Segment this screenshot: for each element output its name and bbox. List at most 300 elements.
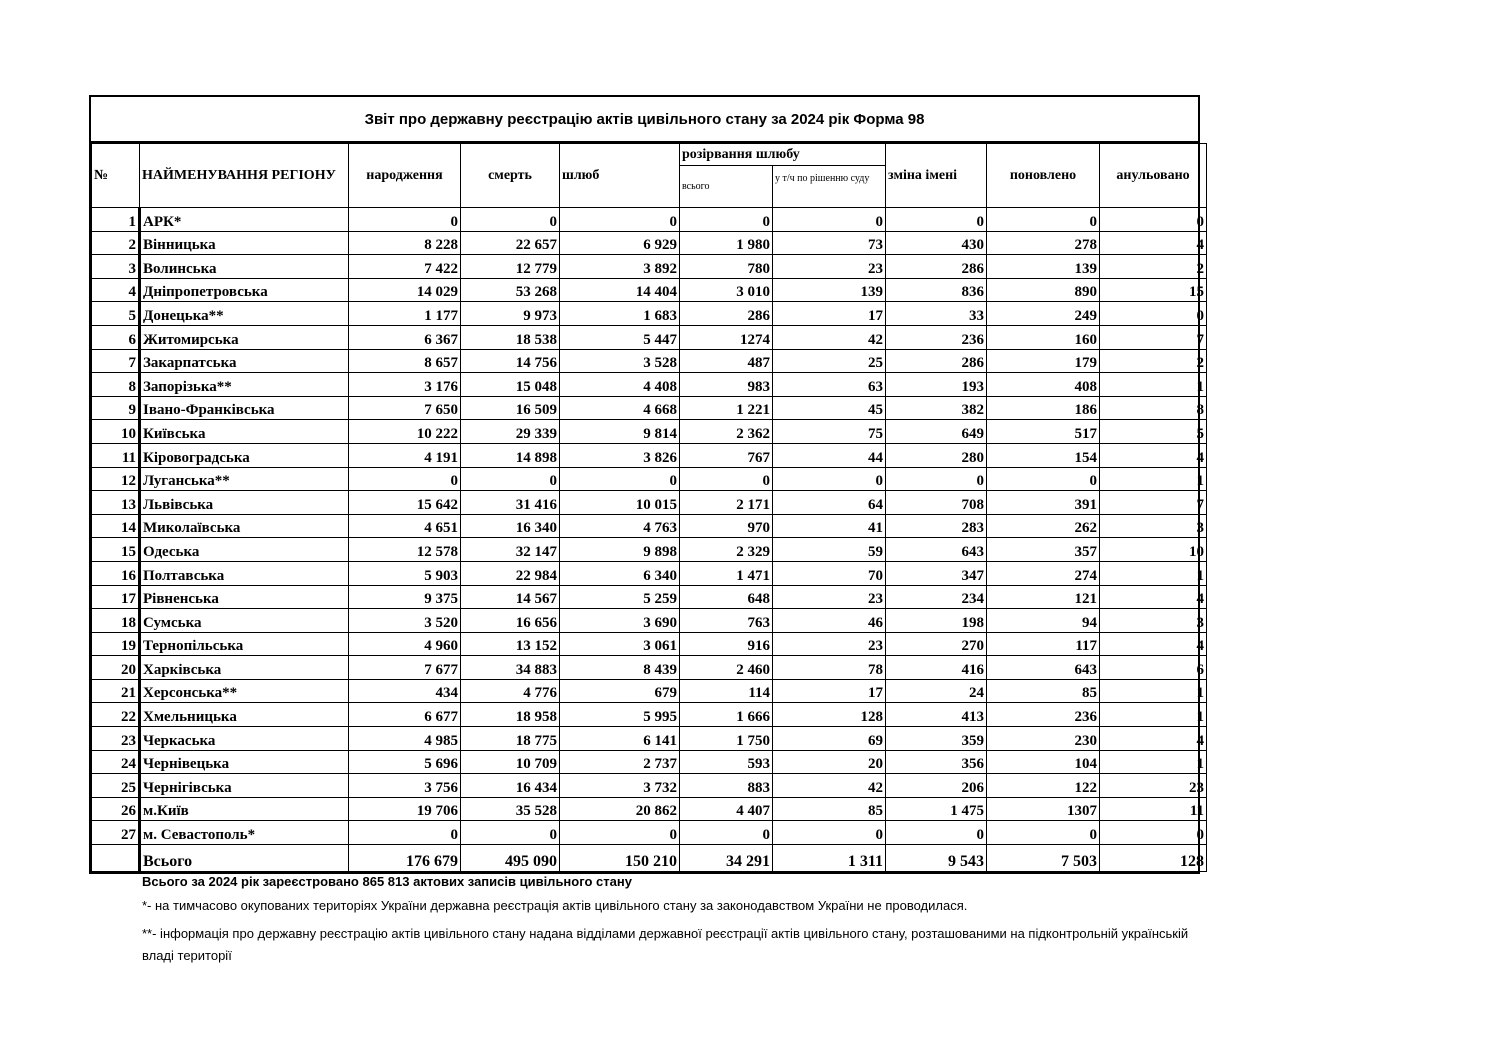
cell-deaths: 53 268 [461, 278, 560, 302]
cell-deaths: 10 709 [461, 750, 560, 774]
cell-births: 5 696 [349, 750, 461, 774]
cell-no: 13 [92, 491, 140, 515]
cell-annulled: 7 [1100, 491, 1207, 515]
cell-divorce-court: 23 [773, 255, 886, 279]
header-name-change: зміна імені [886, 144, 987, 208]
cell-no: 27 [92, 821, 140, 845]
cell-divorce-total: 767 [680, 443, 773, 467]
cell-divorce-total: 114 [680, 679, 773, 703]
cell-deaths: 0 [461, 821, 560, 845]
cell-divorce-total: 487 [680, 349, 773, 373]
cell-annulled: 2 [1100, 349, 1207, 373]
cell-restored: 154 [987, 443, 1100, 467]
cell-name-change: 206 [886, 774, 987, 798]
cell-restored: 1307 [987, 797, 1100, 821]
cell-region: Миколаївська [140, 514, 349, 538]
cell-divorce-court: 0 [773, 821, 886, 845]
cell-restored: 274 [987, 561, 1100, 585]
cell-annulled: 1 [1100, 750, 1207, 774]
cell-no: 19 [92, 632, 140, 656]
cell-divorce-court: 45 [773, 396, 886, 420]
cell-marriage: 150 210 [560, 845, 680, 872]
cell-annulled: 10 [1100, 538, 1207, 562]
cell-name-change: 286 [886, 349, 987, 373]
cell-annulled: 2 [1100, 255, 1207, 279]
cell-no: 22 [92, 703, 140, 727]
cell-region: АРК* [140, 208, 349, 232]
cell-divorce-total: 1 471 [680, 561, 773, 585]
cell-name-change: 283 [886, 514, 987, 538]
cell-divorce-total: 2 460 [680, 656, 773, 680]
cell-births: 3 756 [349, 774, 461, 798]
cell-deaths: 14 898 [461, 443, 560, 467]
cell-deaths: 13 152 [461, 632, 560, 656]
cell-annulled: 1 [1100, 561, 1207, 585]
cell-marriage: 0 [560, 821, 680, 845]
cell-no: 17 [92, 585, 140, 609]
cell-region: Житомирська [140, 325, 349, 349]
cell-annulled: 1 [1100, 373, 1207, 397]
cell-marriage: 0 [560, 208, 680, 232]
cell-deaths: 18 958 [461, 703, 560, 727]
cell-name-change: 236 [886, 325, 987, 349]
cell-births: 10 222 [349, 420, 461, 444]
cell-divorce-court: 64 [773, 491, 886, 515]
cell-no: 2 [92, 231, 140, 255]
cell-divorce-total: 34 291 [680, 845, 773, 872]
cell-births: 8 228 [349, 231, 461, 255]
cell-marriage: 4 668 [560, 396, 680, 420]
header-no: № [92, 144, 140, 208]
cell-births: 12 578 [349, 538, 461, 562]
cell-no [92, 845, 140, 872]
report-title: Звіт про державну реєстрацію актів цивільного стану за 2024 рік Форма 98 [91, 97, 1198, 143]
cell-births: 4 960 [349, 632, 461, 656]
cell-divorce-total: 4 407 [680, 797, 773, 821]
table-row [92, 373, 1207, 397]
footnote-info: **- інформація про державну реєстрацію актів цивільного стану надана відділами державної реєстрації актів цивільного стану, розташованими на підконтрольній українській владі території [142, 926, 1189, 963]
table-row [92, 703, 1207, 727]
cell-divorce-court: 44 [773, 443, 886, 467]
footnote-occupied: *- на тимчасово окупованих територіях України державна реєстрація актів цивільного стану за законодавством України не проводилася. [142, 898, 968, 913]
cell-divorce-total: 2 171 [680, 491, 773, 515]
cell-no: 18 [92, 609, 140, 633]
cell-annulled: 7 [1100, 325, 1207, 349]
cell-marriage: 2 737 [560, 750, 680, 774]
cell-births: 4 651 [349, 514, 461, 538]
cell-births: 6 367 [349, 325, 461, 349]
cell-region: Дніпропетровська [140, 278, 349, 302]
cell-restored: 0 [987, 208, 1100, 232]
cell-region: Волинська [140, 255, 349, 279]
cell-marriage: 3 061 [560, 632, 680, 656]
header-marriage: шлюб [560, 144, 680, 208]
cell-divorce-total: 970 [680, 514, 773, 538]
cell-divorce-court: 73 [773, 231, 886, 255]
cell-deaths: 16 656 [461, 609, 560, 633]
cell-births: 434 [349, 679, 461, 703]
footnotes [142, 874, 1202, 973]
cell-name-change: 430 [886, 231, 987, 255]
cell-no: 21 [92, 679, 140, 703]
cell-restored: 139 [987, 255, 1100, 279]
cell-no: 6 [92, 325, 140, 349]
cell-births: 5 903 [349, 561, 461, 585]
cell-births: 1 177 [349, 302, 461, 326]
cell-marriage: 9 814 [560, 420, 680, 444]
cell-region: Вінницька [140, 231, 349, 255]
table-row [92, 231, 1207, 255]
cell-marriage: 4 763 [560, 514, 680, 538]
table-row [92, 774, 1207, 798]
table-row [92, 561, 1207, 585]
cell-restored: 890 [987, 278, 1100, 302]
cell-region: м.Київ [140, 797, 349, 821]
cell-region: Кіровоградська [140, 443, 349, 467]
cell-divorce-total: 1 980 [680, 231, 773, 255]
table-row [92, 278, 1207, 302]
cell-marriage: 679 [560, 679, 680, 703]
cell-births: 0 [349, 467, 461, 491]
cell-births: 3 520 [349, 609, 461, 633]
cell-births: 6 677 [349, 703, 461, 727]
cell-divorce-court: 41 [773, 514, 886, 538]
cell-marriage: 3 732 [560, 774, 680, 798]
cell-divorce-total: 1 221 [680, 396, 773, 420]
cell-divorce-court: 42 [773, 325, 886, 349]
cell-divorce-total: 648 [680, 585, 773, 609]
cell-name-change: 24 [886, 679, 987, 703]
table-row [92, 656, 1207, 680]
table-row [92, 302, 1207, 326]
table-row [92, 609, 1207, 633]
cell-births: 176 679 [349, 845, 461, 872]
cell-annulled: 11 [1100, 797, 1207, 821]
table-row [92, 349, 1207, 373]
cell-divorce-total: 3 010 [680, 278, 773, 302]
cell-deaths: 15 048 [461, 373, 560, 397]
cell-name-change: 416 [886, 656, 987, 680]
table-row [92, 255, 1207, 279]
cell-region: Рівненська [140, 585, 349, 609]
table-row [92, 821, 1207, 845]
cell-name-change: 347 [886, 561, 987, 585]
cell-annulled: 8 [1100, 396, 1207, 420]
cell-annulled: 1 [1100, 703, 1207, 727]
cell-region: Сумська [140, 609, 349, 633]
cell-region: Закарпатська [140, 349, 349, 373]
cell-marriage: 8 439 [560, 656, 680, 680]
table-row [92, 467, 1207, 491]
cell-divorce-total: 0 [680, 208, 773, 232]
header-divorce: розірвання шлюбу [680, 144, 886, 166]
cell-deaths: 35 528 [461, 797, 560, 821]
summary-line: Всього за 2024 рік зареєстровано 865 813 актових записів цивільного стану [142, 874, 632, 889]
cell-divorce-court: 78 [773, 656, 886, 680]
cell-region: Всього [140, 845, 349, 872]
cell-no: 24 [92, 750, 140, 774]
cell-annulled: 4 [1100, 632, 1207, 656]
cell-divorce-total: 0 [680, 821, 773, 845]
cell-marriage: 5 259 [560, 585, 680, 609]
cell-annulled: 4 [1100, 443, 1207, 467]
cell-name-change: 286 [886, 255, 987, 279]
cell-deaths: 0 [461, 208, 560, 232]
cell-marriage: 14 404 [560, 278, 680, 302]
table-row [92, 750, 1207, 774]
cell-restored: 122 [987, 774, 1100, 798]
cell-restored: 236 [987, 703, 1100, 727]
cell-name-change: 836 [886, 278, 987, 302]
cell-name-change: 270 [886, 632, 987, 656]
cell-no: 10 [92, 420, 140, 444]
cell-marriage: 20 862 [560, 797, 680, 821]
cell-divorce-court: 23 [773, 632, 886, 656]
cell-region: Івано-Франківська [140, 396, 349, 420]
cell-deaths: 22 984 [461, 561, 560, 585]
cell-annulled: 3 [1100, 609, 1207, 633]
cell-name-change: 234 [886, 585, 987, 609]
cell-deaths: 16 340 [461, 514, 560, 538]
cell-restored: 104 [987, 750, 1100, 774]
cell-restored: 179 [987, 349, 1100, 373]
cell-annulled: 128 [1100, 845, 1207, 872]
cell-restored: 643 [987, 656, 1100, 680]
cell-no: 1 [92, 208, 140, 232]
table-row [92, 420, 1207, 444]
table-row [92, 797, 1207, 821]
table-row [92, 632, 1207, 656]
cell-region: Луганська** [140, 467, 349, 491]
cell-name-change: 382 [886, 396, 987, 420]
cell-births: 9 375 [349, 585, 461, 609]
cell-divorce-court: 0 [773, 467, 886, 491]
cell-region: Чернігівська [140, 774, 349, 798]
header-annulled: анульовано [1100, 144, 1207, 208]
cell-divorce-court: 1 311 [773, 845, 886, 872]
cell-no: 8 [92, 373, 140, 397]
cell-deaths: 14 567 [461, 585, 560, 609]
cell-marriage: 6 929 [560, 231, 680, 255]
cell-region: Донецька** [140, 302, 349, 326]
cell-annulled: 4 [1100, 727, 1207, 751]
table-row [92, 443, 1207, 467]
cell-divorce-total: 916 [680, 632, 773, 656]
cell-deaths: 18 538 [461, 325, 560, 349]
cell-restored: 249 [987, 302, 1100, 326]
cell-region: Хмельницька [140, 703, 349, 727]
cell-no: 5 [92, 302, 140, 326]
cell-restored: 117 [987, 632, 1100, 656]
cell-births: 14 029 [349, 278, 461, 302]
cell-births: 3 176 [349, 373, 461, 397]
cell-marriage: 3 690 [560, 609, 680, 633]
table-row [92, 538, 1207, 562]
cell-births: 7 677 [349, 656, 461, 680]
cell-divorce-court: 25 [773, 349, 886, 373]
registration-table [91, 143, 1207, 872]
cell-restored: 94 [987, 609, 1100, 633]
cell-annulled: 6 [1100, 656, 1207, 680]
cell-no: 20 [92, 656, 140, 680]
cell-name-change: 1 475 [886, 797, 987, 821]
cell-divorce-court: 69 [773, 727, 886, 751]
cell-births: 0 [349, 208, 461, 232]
cell-divorce-court: 20 [773, 750, 886, 774]
cell-divorce-court: 63 [773, 373, 886, 397]
cell-marriage: 3 528 [560, 349, 680, 373]
header-divorce-total: всього [680, 166, 773, 208]
cell-restored: 230 [987, 727, 1100, 751]
cell-restored: 357 [987, 538, 1100, 562]
cell-name-change: 649 [886, 420, 987, 444]
cell-region: Харківська [140, 656, 349, 680]
cell-divorce-court: 75 [773, 420, 886, 444]
table-row [92, 491, 1207, 515]
table-row [92, 679, 1207, 703]
cell-restored: 262 [987, 514, 1100, 538]
cell-deaths: 495 090 [461, 845, 560, 872]
cell-no: 26 [92, 797, 140, 821]
cell-marriage: 6 141 [560, 727, 680, 751]
cell-name-change: 0 [886, 467, 987, 491]
cell-divorce-court: 70 [773, 561, 886, 585]
cell-deaths: 0 [461, 467, 560, 491]
cell-births: 15 642 [349, 491, 461, 515]
cell-name-change: 356 [886, 750, 987, 774]
cell-divorce-total: 983 [680, 373, 773, 397]
cell-annulled: 15 [1100, 278, 1207, 302]
cell-no: 7 [92, 349, 140, 373]
table-row [92, 585, 1207, 609]
cell-no: 25 [92, 774, 140, 798]
cell-restored: 391 [987, 491, 1100, 515]
cell-no: 3 [92, 255, 140, 279]
cell-no: 16 [92, 561, 140, 585]
cell-deaths: 9 973 [461, 302, 560, 326]
cell-name-change: 198 [886, 609, 987, 633]
cell-divorce-court: 17 [773, 302, 886, 326]
cell-name-change: 0 [886, 208, 987, 232]
table-row [92, 514, 1207, 538]
cell-region: Одеська [140, 538, 349, 562]
cell-annulled: 4 [1100, 585, 1207, 609]
cell-region: м. Севастополь* [140, 821, 349, 845]
cell-births: 0 [349, 821, 461, 845]
cell-marriage: 3 826 [560, 443, 680, 467]
cell-deaths: 14 756 [461, 349, 560, 373]
cell-births: 7 650 [349, 396, 461, 420]
cell-region: Запорізька** [140, 373, 349, 397]
table-row [92, 325, 1207, 349]
cell-restored: 85 [987, 679, 1100, 703]
cell-region: Тернопільська [140, 632, 349, 656]
cell-deaths: 16 434 [461, 774, 560, 798]
cell-deaths: 18 775 [461, 727, 560, 751]
cell-divorce-total: 2 329 [680, 538, 773, 562]
cell-restored: 160 [987, 325, 1100, 349]
cell-marriage: 5 447 [560, 325, 680, 349]
cell-births: 4 985 [349, 727, 461, 751]
cell-marriage: 9 898 [560, 538, 680, 562]
cell-no: 14 [92, 514, 140, 538]
cell-restored: 408 [987, 373, 1100, 397]
cell-restored: 0 [987, 467, 1100, 491]
cell-divorce-total: 2 362 [680, 420, 773, 444]
cell-divorce-total: 1 666 [680, 703, 773, 727]
cell-births: 7 422 [349, 255, 461, 279]
header-restored: поновлено [987, 144, 1100, 208]
header-divorce-court: у т/ч по рішенню суду [773, 166, 886, 208]
report-sheet [89, 95, 1205, 874]
cell-divorce-court: 85 [773, 797, 886, 821]
cell-divorce-total: 763 [680, 609, 773, 633]
cell-divorce-court: 59 [773, 538, 886, 562]
cell-no: 23 [92, 727, 140, 751]
cell-region: Київська [140, 420, 349, 444]
cell-deaths: 32 147 [461, 538, 560, 562]
cell-deaths: 16 509 [461, 396, 560, 420]
cell-marriage: 5 995 [560, 703, 680, 727]
cell-annulled: 23 [1100, 774, 1207, 798]
cell-name-change: 33 [886, 302, 987, 326]
cell-region: Полтавська [140, 561, 349, 585]
cell-restored: 278 [987, 231, 1100, 255]
header-region: НАЙМЕНУВАННЯ РЕГІОНУ [140, 144, 349, 208]
cell-divorce-total: 286 [680, 302, 773, 326]
cell-no: 15 [92, 538, 140, 562]
cell-name-change: 280 [886, 443, 987, 467]
cell-annulled: 0 [1100, 208, 1207, 232]
cell-divorce-total: 593 [680, 750, 773, 774]
cell-divorce-total: 780 [680, 255, 773, 279]
cell-name-change: 413 [886, 703, 987, 727]
cell-restored: 186 [987, 396, 1100, 420]
cell-births: 8 657 [349, 349, 461, 373]
cell-marriage: 3 892 [560, 255, 680, 279]
header-deaths: смерть [461, 144, 560, 208]
cell-name-change: 9 543 [886, 845, 987, 872]
header-births: народження [349, 144, 461, 208]
cell-divorce-total: 1274 [680, 325, 773, 349]
cell-restored: 7 503 [987, 845, 1100, 872]
cell-name-change: 359 [886, 727, 987, 751]
cell-marriage: 4 408 [560, 373, 680, 397]
cell-deaths: 29 339 [461, 420, 560, 444]
cell-marriage: 6 340 [560, 561, 680, 585]
cell-annulled: 4 [1100, 231, 1207, 255]
cell-deaths: 4 776 [461, 679, 560, 703]
cell-deaths: 22 657 [461, 231, 560, 255]
cell-no: 12 [92, 467, 140, 491]
cell-annulled: 3 [1100, 514, 1207, 538]
cell-divorce-total: 883 [680, 774, 773, 798]
cell-no: 9 [92, 396, 140, 420]
cell-annulled: 1 [1100, 679, 1207, 703]
cell-name-change: 643 [886, 538, 987, 562]
cell-name-change: 193 [886, 373, 987, 397]
total-row [92, 845, 1207, 872]
cell-restored: 0 [987, 821, 1100, 845]
cell-deaths: 12 779 [461, 255, 560, 279]
cell-divorce-court: 23 [773, 585, 886, 609]
cell-marriage: 0 [560, 467, 680, 491]
cell-name-change: 0 [886, 821, 987, 845]
cell-annulled: 0 [1100, 302, 1207, 326]
cell-divorce-court: 42 [773, 774, 886, 798]
cell-divorce-total: 1 750 [680, 727, 773, 751]
cell-annulled: 5 [1100, 420, 1207, 444]
